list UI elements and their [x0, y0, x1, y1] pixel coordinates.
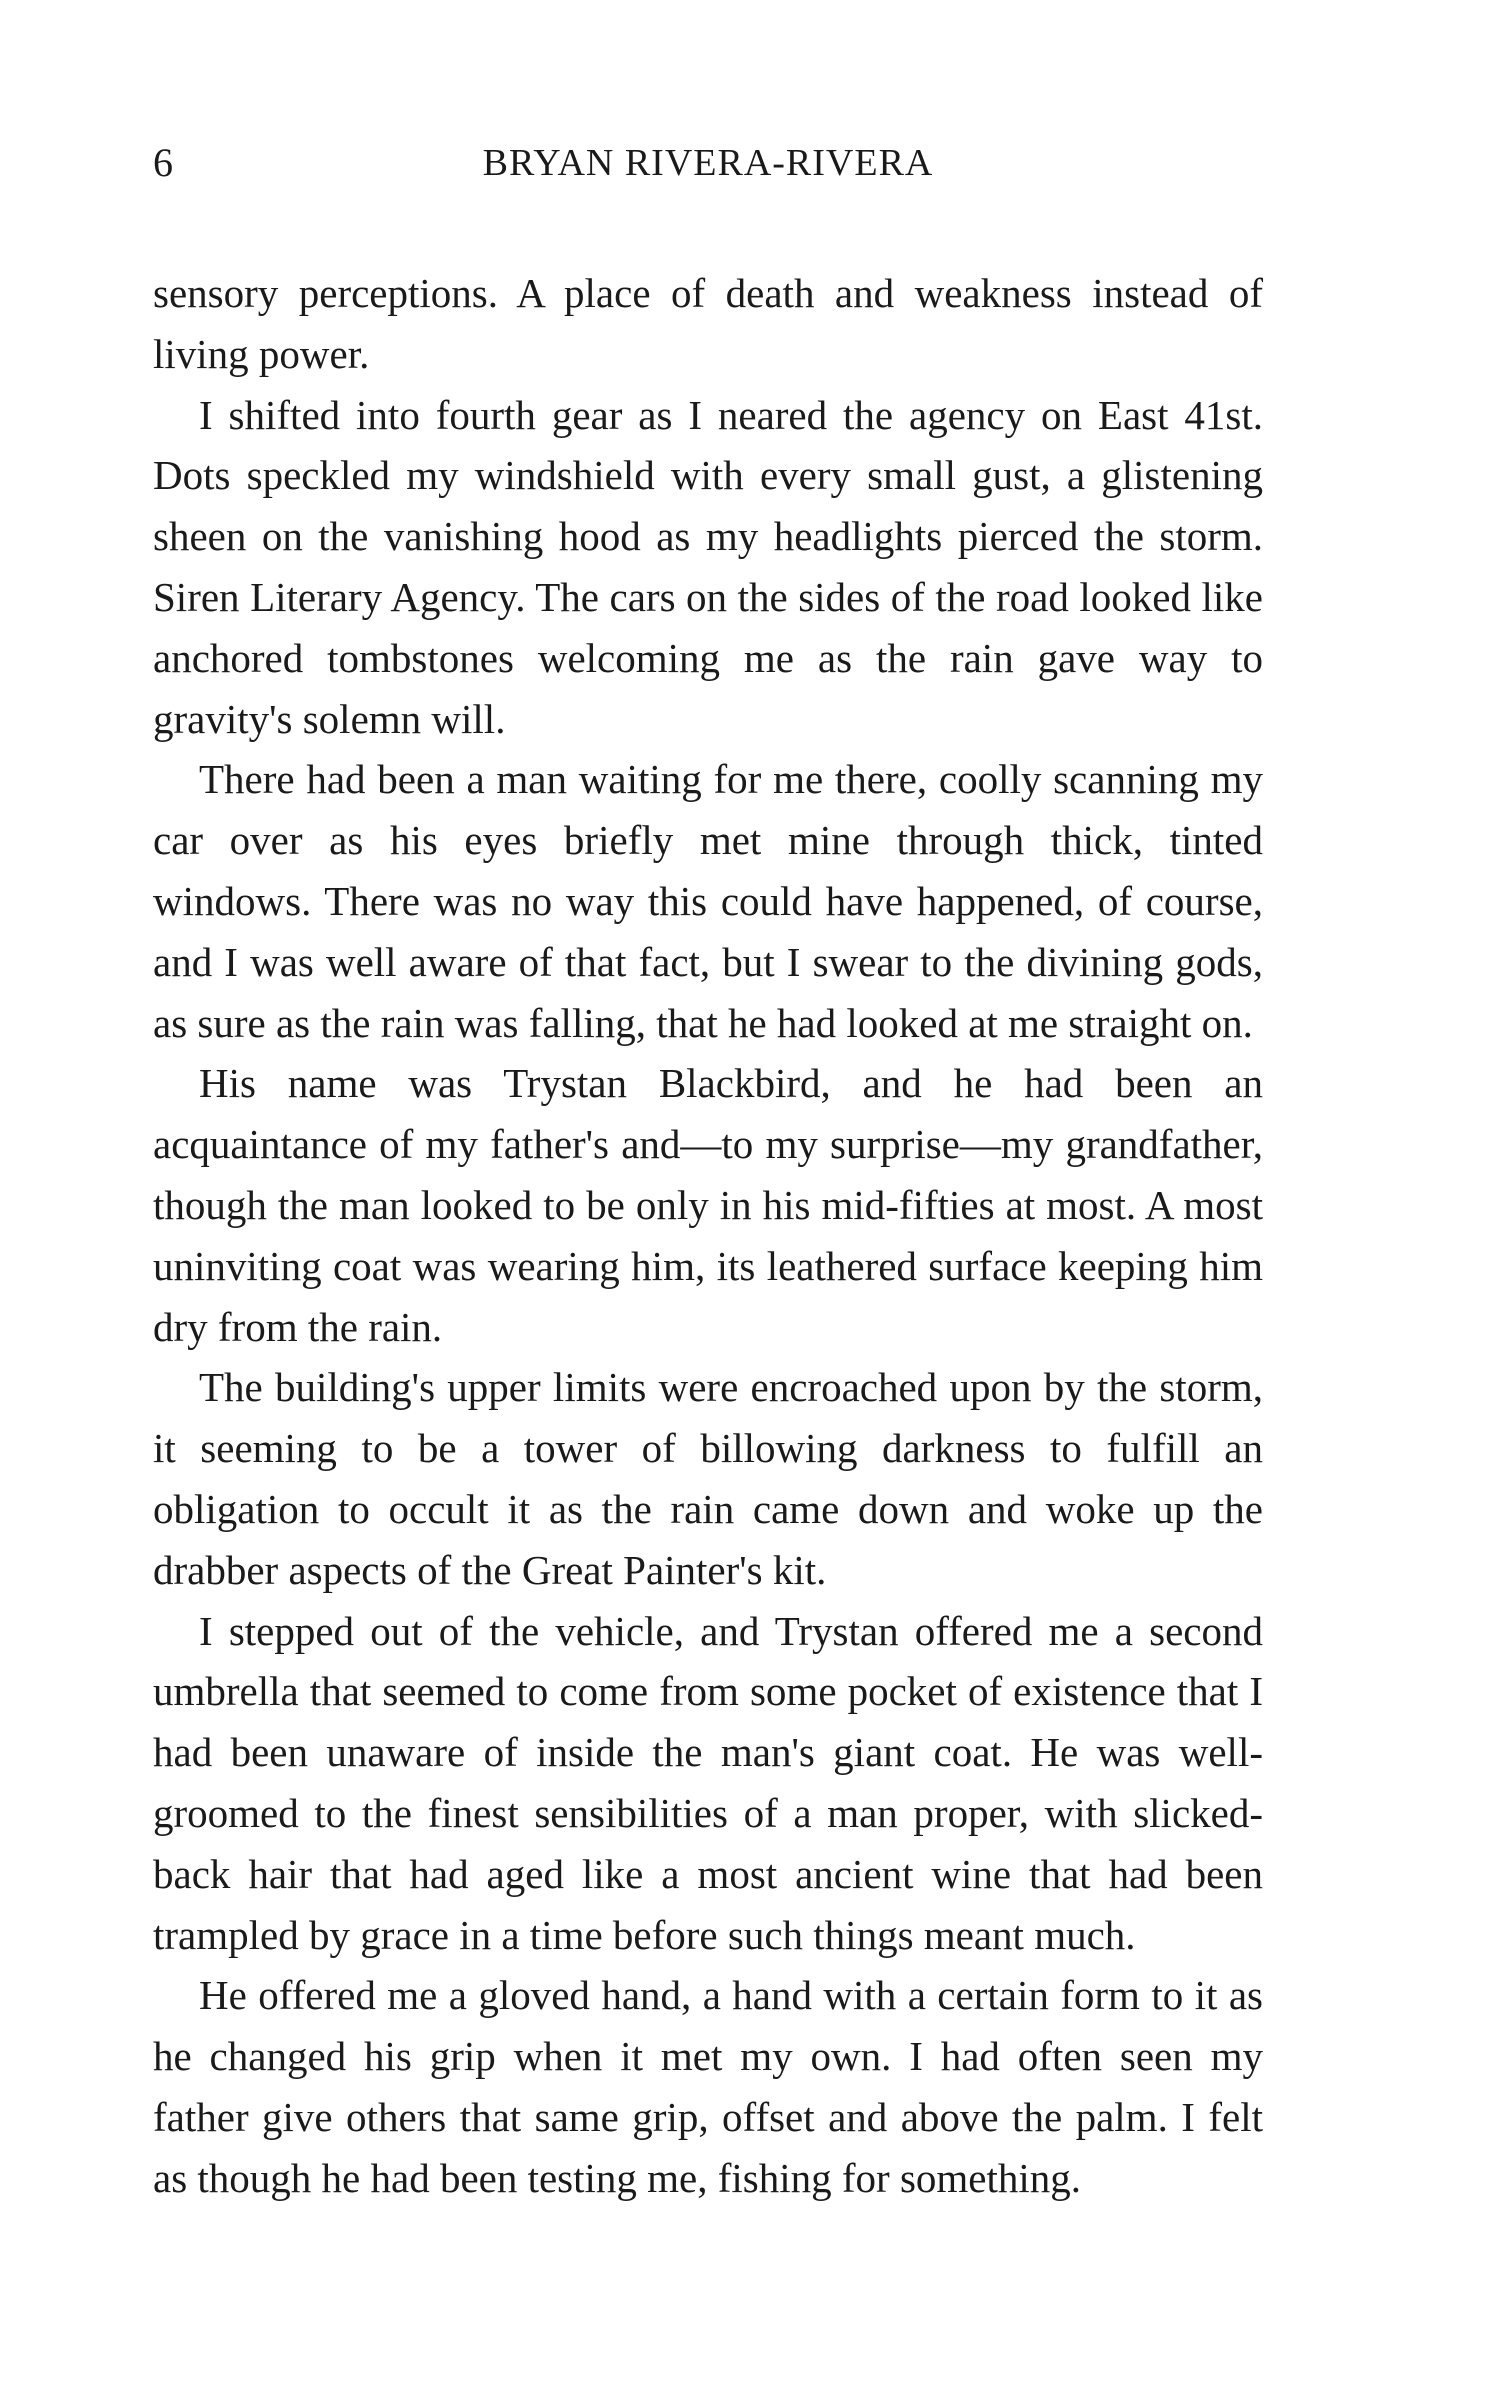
body-text — [153, 263, 1263, 2209]
paragraph: His name was Trystan Blackbird, and he had been an acquaintance of my father's and—to my surprise—my grandfather, though the man looked to be only in his mid-fifties at most. A most uninviting coat was wearing him, its leathered surface keeping him dry from the rain. — [153, 1060, 1263, 1350]
paragraph: I shifted into fourth gear as I neared the agency on East 41st. Dots speckled my windshield with every small gust, a glistening sheen on the vanishing hood as my headlights pierced the storm. Siren Literary Agency. The cars on the sides of the road looked like anchored tombstones welcoming me as the rain gave way to gravity's solemn will. — [153, 391, 1263, 742]
page-number: 6 — [153, 140, 173, 185]
paragraph: There had been a man waiting for me there, coolly scanning my car over as his eyes briefly met mine through thick, tinted windows. There was no way this could have happened, of course, and I was well aware of that fact, but I swear to the divining gods, as sure as the rain was falling, that he had looked at me straight on. — [153, 756, 1263, 1046]
running-head-author: BRYAN RIVERA-RIVERA — [482, 142, 934, 184]
paragraph: The building's upper limits were encroached upon by the storm, it seeming to be a tower of billowing darkness to fulfill an obligation to occult it as the rain came down and woke up the drabber aspects of the Great Painter's kit. — [153, 1364, 1263, 1593]
page-header — [153, 138, 1263, 188]
paragraph: He offered me a gloved hand, a hand with a certain form to it as he changed his grip when it met my own. I had often seen my father give others that same grip, offset and above the palm. I felt as though he had been testing me, fishing for something. — [153, 1972, 1263, 2201]
paragraph: I stepped out of the vehicle, and Trystan offered me a second umbrella that seemed to come from some pocket of existence that I had been unaware of inside the man's giant coat. He was well-groomed to the finest sensibilities of a man proper, with slicked-back hair that had aged like a most ancient wine that had been trampled by grace in a time before such things meant much. — [153, 1607, 1263, 1958]
paragraph-continuation: sensory perceptions. A place of death and weakness instead of living power. — [153, 270, 1263, 377]
